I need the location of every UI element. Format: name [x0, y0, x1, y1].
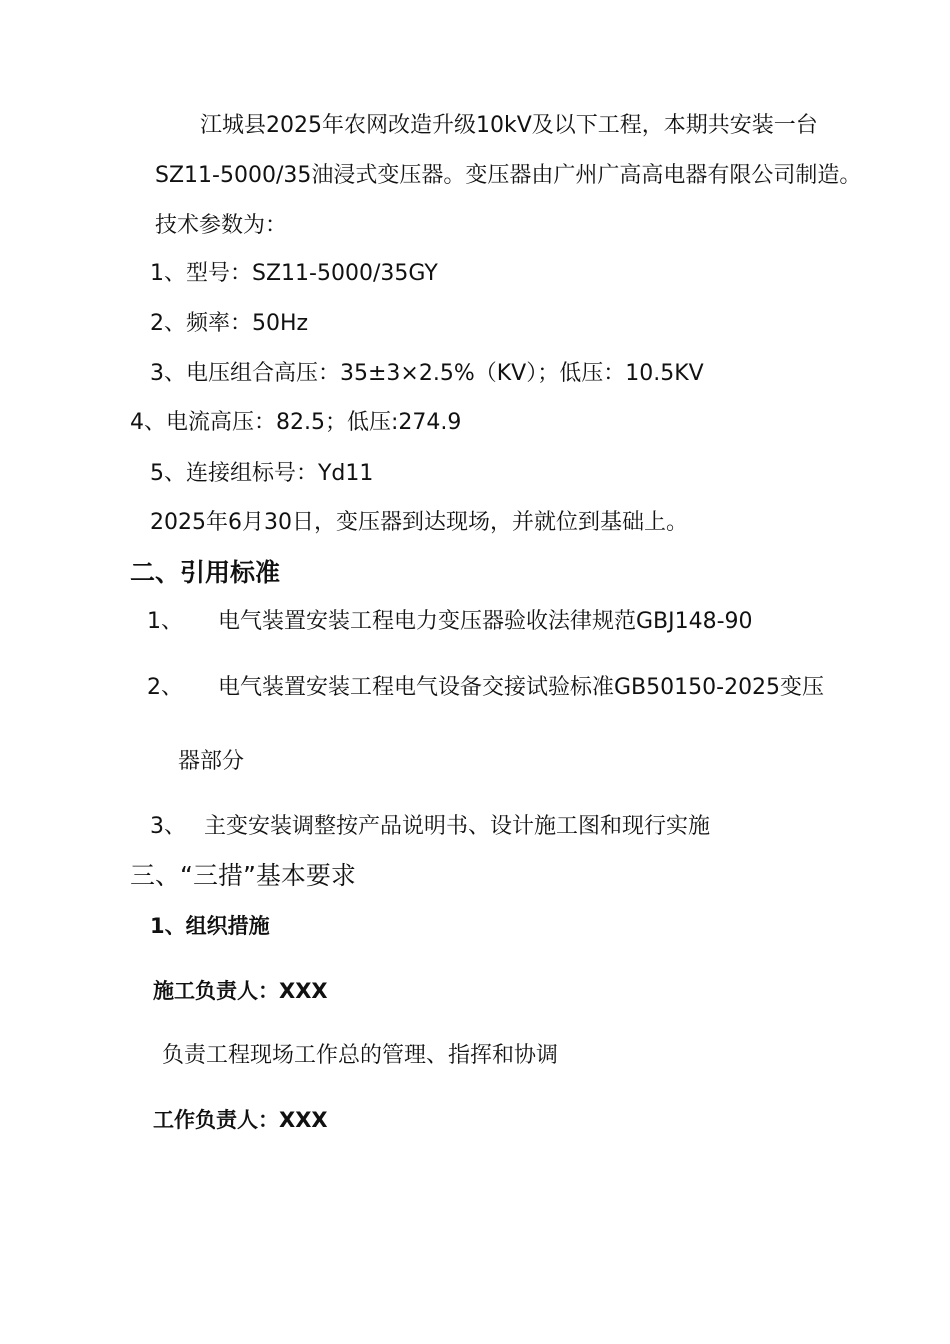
organization-measures: 1、组织措施 — [150, 914, 270, 938]
construction-leader-duty: 负责工程现场工作总的管理、指挥和协调 — [162, 1043, 559, 1068]
param-current: 4、电流高压：82.5；低压:274.9 — [130, 410, 462, 435]
construction-leader: 施工负责人：XXX — [153, 979, 328, 1003]
standard-item-2-text: 电气装置安装工程电气设备交接试验标准GB50150-2025变压 — [218, 675, 825, 700]
param-model: 1、型号：SZ11-5000/35GY — [150, 261, 438, 286]
standard-item-3-num: 3、 — [150, 814, 186, 839]
param-voltage: 3、电压组合高压：35±3×2.5%（KV）；低压：10.5KV — [150, 361, 704, 386]
section-2-title: 二、引用标准 — [130, 558, 281, 587]
arrival-note: 2025年6月30日，变压器到达现场，并就位到基础上。 — [150, 510, 688, 535]
standard-item-1-text: 电气装置安装工程电力变压器验收法律规范GBJ148-90 — [218, 609, 753, 634]
intro-line-2: SZ11-5000/35油浸式变压器。变压器由广州广高高电器有限公司制造。 — [155, 163, 862, 188]
standard-item-2-num: 2、 — [147, 675, 183, 700]
standard-item-1-num: 1、 — [147, 609, 183, 634]
param-frequency: 2、频率：50Hz — [150, 311, 309, 336]
standard-item-2-cont: 器部分 — [178, 749, 245, 774]
intro-line-1: 江城县2025年农网改造升级10kV及以下工程，本期共安装一台 — [200, 113, 818, 138]
param-connection-group: 5、连接组标号：Yd11 — [150, 461, 374, 486]
section-3-title: 三、“三措”基本要求 — [130, 861, 356, 890]
intro-line-3: 技术参数为： — [155, 213, 288, 238]
work-leader: 工作负责人：XXX — [153, 1108, 328, 1132]
standard-item-3-text: 主变安装调整按产品说明书、设计施工图和现行实施 — [204, 814, 711, 839]
